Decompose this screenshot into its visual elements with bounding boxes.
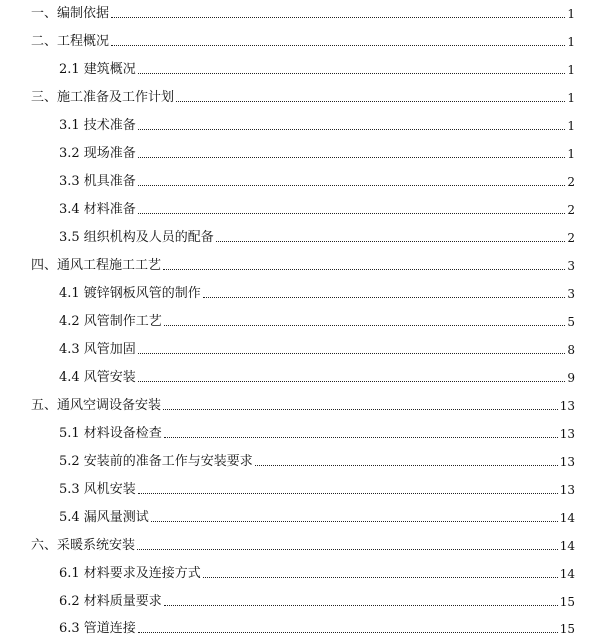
toc-entry-page: 9 bbox=[567, 371, 575, 385]
toc-entry-title: 5.1 材料设备检查 bbox=[59, 426, 162, 441]
toc-entry[interactable] bbox=[59, 282, 575, 302]
toc-entry-page: 13 bbox=[559, 483, 575, 497]
toc-entry-title: 六、采暖系统安装 bbox=[31, 538, 136, 553]
toc-entry-page: 8 bbox=[567, 343, 575, 357]
dot-leader bbox=[176, 101, 565, 102]
dot-leader bbox=[203, 297, 565, 298]
toc-entry-page: 1 bbox=[567, 63, 575, 77]
toc-entry[interactable] bbox=[59, 114, 575, 134]
toc-entry-title: 3.2 现场准备 bbox=[59, 146, 136, 161]
toc-entry-page: 14 bbox=[559, 511, 575, 525]
toc-entry-title: 6.3 管道连接 bbox=[59, 621, 136, 636]
dot-leader bbox=[203, 577, 558, 578]
toc-entry[interactable] bbox=[31, 394, 575, 414]
dot-leader bbox=[164, 437, 558, 438]
toc-entry-title: 5.2 安装前的准备工作与安装要求 bbox=[59, 454, 253, 469]
toc-entry-page: 13 bbox=[559, 399, 575, 413]
toc-entry-title: 五、通风空调设备安装 bbox=[31, 398, 162, 413]
dot-leader bbox=[138, 213, 565, 214]
toc-entry-page: 3 bbox=[567, 259, 575, 273]
dot-leader bbox=[138, 129, 565, 130]
toc-entry-title: 4.4 风管安装 bbox=[59, 370, 136, 385]
toc-entry-title: 4.2 风管制作工艺 bbox=[59, 314, 162, 329]
dot-leader bbox=[164, 325, 565, 326]
toc-entry-title: 4.1 镀锌钢板风管的制作 bbox=[59, 286, 201, 301]
toc-entry[interactable] bbox=[59, 506, 575, 526]
toc-entry-page: 2 bbox=[567, 175, 575, 189]
dot-leader bbox=[164, 605, 558, 606]
dot-leader bbox=[138, 353, 565, 354]
toc-entry[interactable] bbox=[59, 142, 575, 162]
toc-entry-page: 2 bbox=[567, 231, 575, 245]
dot-leader bbox=[138, 381, 565, 382]
toc-entry-page: 1 bbox=[567, 35, 575, 49]
toc-entry-page: 2 bbox=[567, 203, 575, 217]
toc-entry[interactable] bbox=[59, 617, 575, 637]
toc-entry[interactable] bbox=[59, 226, 575, 246]
dot-leader bbox=[151, 521, 558, 522]
dot-leader bbox=[216, 241, 565, 242]
toc-entry-page: 1 bbox=[567, 119, 575, 133]
toc-entry[interactable] bbox=[59, 198, 575, 218]
dot-leader bbox=[111, 45, 565, 46]
dot-leader bbox=[138, 73, 565, 74]
toc-entry-title: 6.1 材料要求及连接方式 bbox=[59, 566, 201, 581]
toc-entry-page: 15 bbox=[559, 622, 575, 636]
toc-entry-page: 14 bbox=[559, 539, 575, 553]
toc-entry-title: 6.2 材料质量要求 bbox=[59, 594, 162, 609]
dot-leader bbox=[138, 632, 558, 633]
toc-entry[interactable] bbox=[59, 478, 575, 498]
toc-entry-page: 14 bbox=[559, 567, 575, 581]
toc-entry-title: 4.3 风管加固 bbox=[59, 342, 136, 357]
toc-entry-title: 3.5 组织机构及人员的配备 bbox=[59, 230, 214, 245]
dot-leader bbox=[255, 465, 558, 466]
dot-leader bbox=[138, 493, 558, 494]
dot-leader bbox=[138, 185, 565, 186]
toc-entry-title: 2.1 建筑概况 bbox=[59, 62, 136, 77]
toc-entry[interactable] bbox=[59, 422, 575, 442]
toc-entry[interactable] bbox=[59, 58, 575, 78]
toc-entry-page: 1 bbox=[567, 91, 575, 105]
toc-entry-title: 5.3 风机安装 bbox=[59, 482, 136, 497]
toc-entry-page: 15 bbox=[559, 595, 575, 609]
toc-entry[interactable] bbox=[31, 30, 575, 50]
dot-leader bbox=[138, 157, 565, 158]
toc-entry-page: 13 bbox=[559, 455, 575, 469]
toc-entry[interactable] bbox=[59, 338, 575, 358]
dot-leader bbox=[137, 549, 558, 550]
toc-entry[interactable] bbox=[59, 450, 575, 470]
dot-leader bbox=[163, 269, 565, 270]
toc-entry-title: 3.1 技术准备 bbox=[59, 118, 136, 133]
toc-entry-page: 1 bbox=[567, 7, 575, 21]
toc-entry-title: 三、施工准备及工作计划 bbox=[31, 90, 175, 105]
toc-entry[interactable] bbox=[59, 170, 575, 190]
toc-entry-title: 二、工程概况 bbox=[31, 34, 110, 49]
toc-entry-title: 一、编制依据 bbox=[31, 6, 110, 21]
toc-entry-page: 5 bbox=[567, 315, 575, 329]
dot-leader bbox=[111, 17, 565, 18]
toc-entry-title: 四、通风工程施工工艺 bbox=[31, 258, 162, 273]
toc-entry-title: 3.3 机具准备 bbox=[59, 174, 136, 189]
toc-entry[interactable] bbox=[59, 366, 575, 386]
dot-leader bbox=[163, 409, 558, 410]
toc-entry[interactable] bbox=[59, 310, 575, 330]
toc-entry-page: 1 bbox=[567, 147, 575, 161]
toc-entry-title: 3.4 材料准备 bbox=[59, 202, 136, 217]
toc-entry-page: 13 bbox=[559, 427, 575, 441]
toc-entry-page: 3 bbox=[567, 287, 575, 301]
toc-entry[interactable] bbox=[59, 562, 575, 582]
toc-entry-title: 5.4 漏风量测试 bbox=[59, 510, 149, 525]
toc-entry[interactable] bbox=[59, 590, 575, 610]
toc-entry[interactable] bbox=[31, 86, 575, 106]
toc-entry[interactable] bbox=[31, 534, 575, 554]
toc-entry[interactable] bbox=[31, 254, 575, 274]
toc-entry[interactable] bbox=[31, 2, 575, 22]
